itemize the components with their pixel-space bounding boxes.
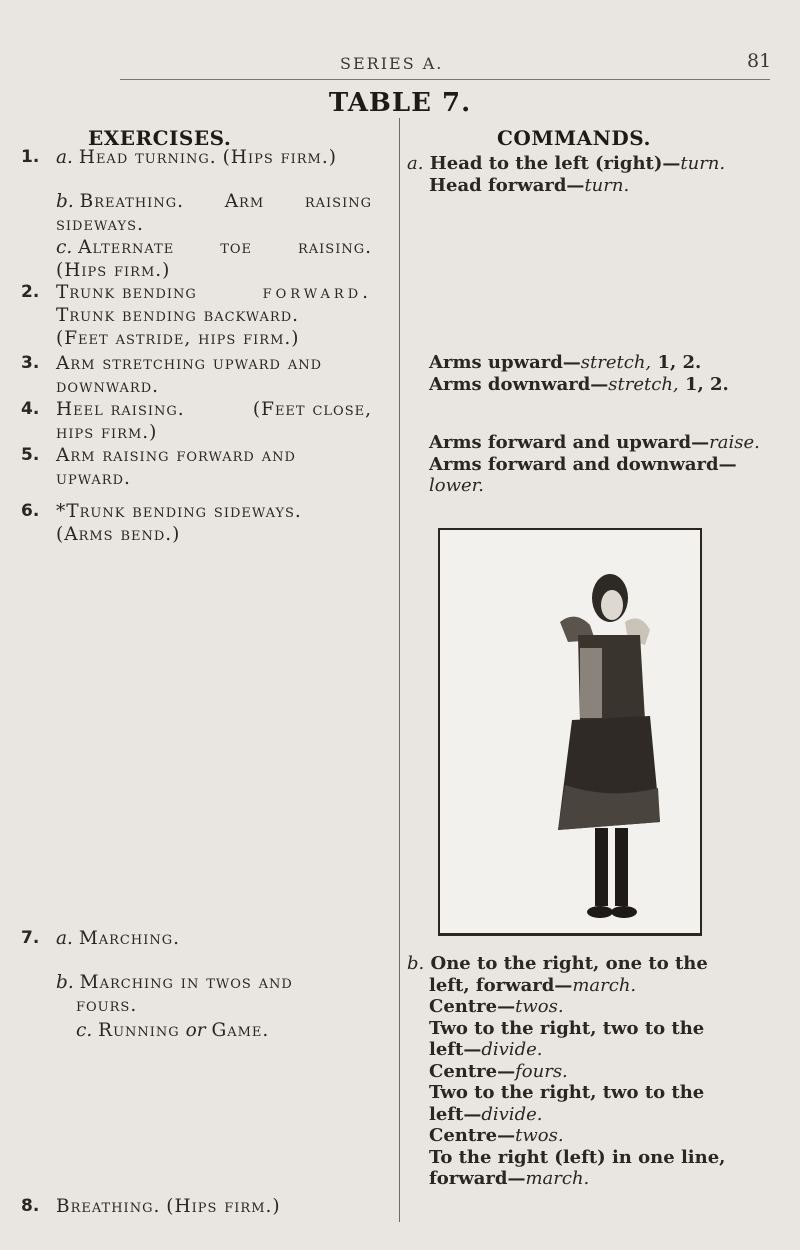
exercise-1a: 1. a. Head turning. (Hips firm.) [21, 147, 337, 168]
exercise-8: 8. Breathing. (Hips firm.) [21, 1196, 281, 1217]
exercises-heading: EXERCISES. [88, 126, 232, 150]
exercise-7b: b. Marching in twos and fours. [56, 972, 293, 1016]
commands-heading: COMMANDS. [497, 126, 651, 150]
command-3: Arms upward—stretch, 1, 2. Arms downward—stretch, 1, 2. [429, 352, 729, 395]
header-rule [120, 79, 770, 80]
exercise-7a: 7. a. Marching. [21, 928, 180, 949]
exercise-6: 6. *Trunk bending sideways. (Arms bend.) [21, 501, 302, 545]
exercise-1b: b. Breathing. Arm raising sideways. [56, 191, 372, 235]
running-header: SERIES A. [340, 54, 444, 73]
exercise-5: 5. Arm raising forward and upward. [21, 445, 296, 489]
exercise-photo [438, 528, 702, 936]
exercise-3: 3. Arm stretching upward and downward. [21, 353, 323, 397]
command-1: a. Head to the left (right)—turn. Head forward—turn. [407, 153, 726, 196]
command-5: Arms forward and upward—raise. Arms forward and downward— lower. [429, 432, 760, 496]
exercise-2: 2. Trunk bending forward. Trunk bending backward. (Feet astride, hips firm.) [21, 282, 372, 349]
command-7b: b. One to the right, one to the left, forward—march. Centre—twos. Two to the right, two to the left—divide. Centre—fours. Two to the right, two to the left—divide. Centre—twos. To the right (left) in one line, forward—march. [407, 953, 726, 1189]
column-divider [399, 118, 400, 1222]
page-number: 81 [747, 50, 772, 72]
table-title: TABLE 7. [328, 88, 472, 118]
exercise-1c: c. Alternate toe raising. (Hips firm.) [56, 237, 372, 281]
exercise-7c: c. Running or Game. [76, 1020, 270, 1041]
girl-figure-illustration [440, 530, 700, 933]
exercise-4: 4. Heel raising. (Feet close, hips firm.) [21, 399, 372, 443]
